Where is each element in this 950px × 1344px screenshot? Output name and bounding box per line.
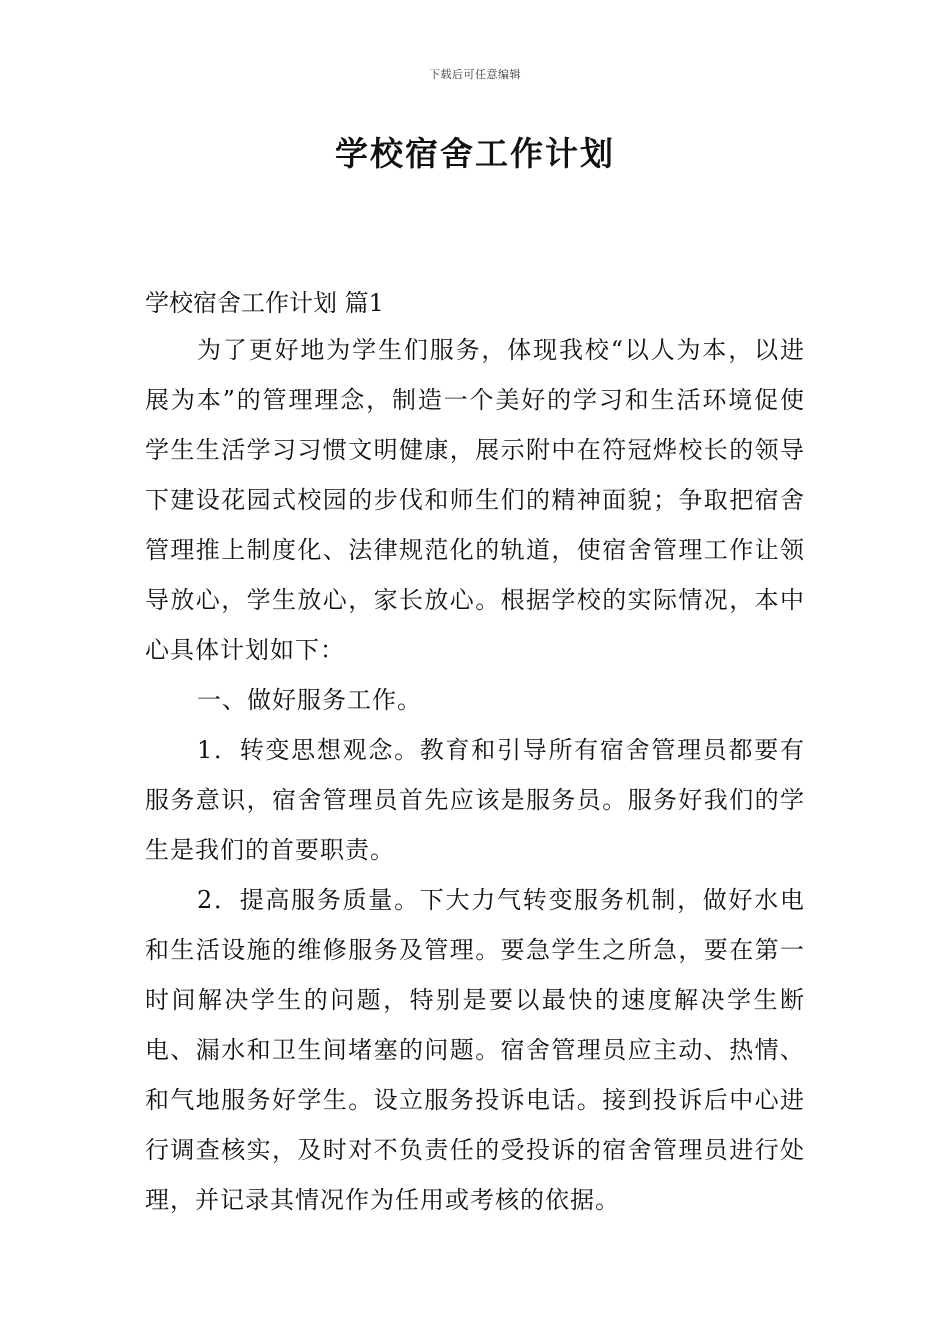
paragraph-item-1: 1．转变思想观念。教育和引导所有宿舍管理员都要有服务意识，宿舍管理员首先应该是服务员。服务好我们的学生是我们的首要职责。 (145, 736, 805, 864)
header-note: 下载后可任意编辑 (429, 68, 521, 81)
paragraph-section-one: 一、做好服务工作。 (197, 686, 422, 714)
section-heading: 学校宿舍工作计划 篇1 (145, 289, 384, 317)
paragraph-intro: 为了更好地为学生们服务，体现我校“以人为本，以进展为本”的管理理念，制造一个美好的学习和生活环境促使学生生活学习习惯文明健康，展示附中在符冠烨校长的领导下建设花园式校园的步伐和师生们的精神面貌；争取把宿舍管理推上制度化、法律规范化的轨道，使宿舍管理工作让领导放心，学生放心，家长放心。根据学校的实际情况，本中心具体计划如下： (145, 336, 805, 664)
document-title: 学校宿舍工作计划 (335, 134, 615, 173)
body-text (145, 325, 805, 1225)
paragraph-item-2: 2．提高服务质量。下大力气转变服务机制，做好水电和生活设施的维修服务及管理。要急学生之所急，要在第一时间解决学生的问题，特别是要以最快的速度解决学生断电、漏水和卫生间堵塞的问题。宿舍管理员应主动、热情、和气地服务好学生。设立服务投诉电话。接到投诉后中心进行调查核实，及时对不负责任的受投诉的宿舍管理员进行处理，并记录其情况作为任用或考核的依据。 (145, 886, 805, 1214)
